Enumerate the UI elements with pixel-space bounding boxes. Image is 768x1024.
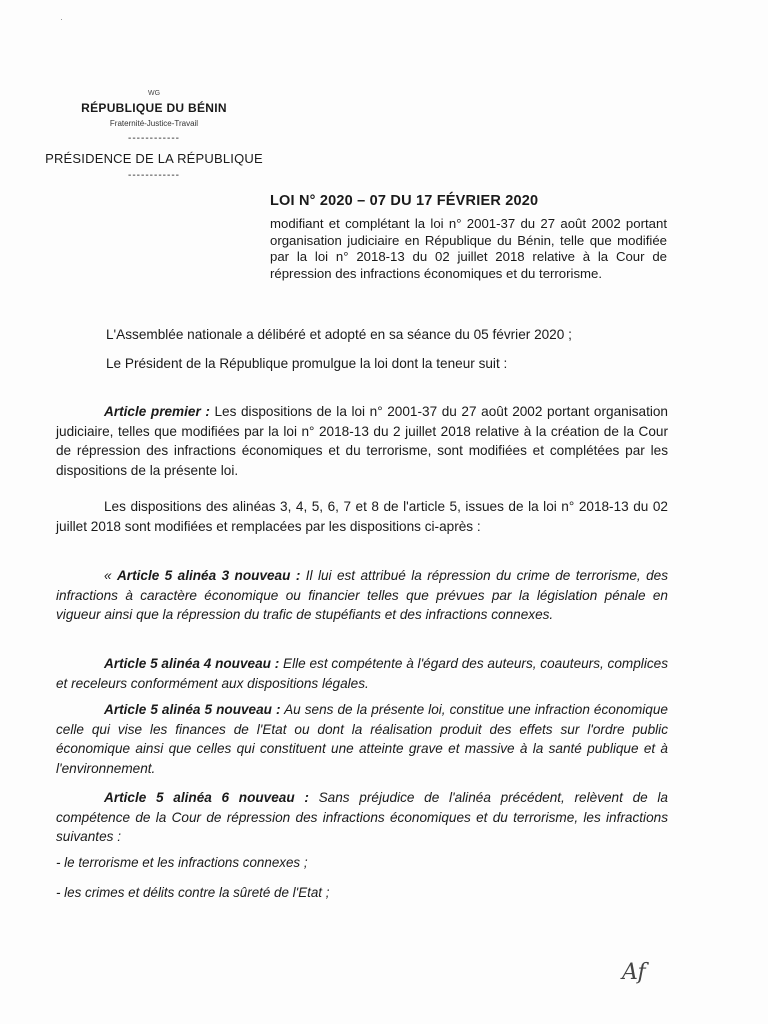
article-5-alinea-5-label: Article 5 alinéa 5 nouveau : bbox=[104, 702, 281, 717]
header-wg: WG bbox=[147, 90, 161, 97]
article-premier bbox=[56, 402, 668, 480]
list-item: - le terrorisme et les infractions connexes ; bbox=[56, 855, 308, 870]
article-5-alinea-6-text: Sans préjudice de l'alinéa précédent, relèvent de la compétence de la Cour de répression des infractions économiques et du terrorisme, les infractions suivantes : bbox=[56, 790, 668, 844]
law-title: LOI N° 2020 – 07 DU 17 FÉVRIER 2020 bbox=[270, 193, 539, 209]
header-republic: RÉPUBLIQUE DU BÉNIN bbox=[81, 101, 227, 115]
article-5-alinea-4-text: Elle est compétente à l'égard des auteurs, coauteurs, complices et receleurs conformément aux dispositions légales. bbox=[56, 656, 668, 691]
article-5-alinea-6-label: Article 5 alinéa 6 nouveau : bbox=[104, 790, 309, 805]
header-motto: Fraternité-Justice-Travail bbox=[109, 119, 199, 128]
article-5-alinea-5 bbox=[56, 700, 668, 778]
header-separator-2: ------------ bbox=[128, 170, 180, 181]
article-5-alinea-3 bbox=[56, 566, 668, 625]
header-separator-1: ------------ bbox=[128, 133, 180, 144]
article-5-alinea-3-text: Il lui est attribué la répression du crime de terrorisme, des infractions à caractère économique ou financier telles que prévues par la législation pénale en vigueur ainsi que la répression du trafic de stupéfiants et des infractions connexes. bbox=[56, 568, 669, 622]
article-premier-label: Article premier : bbox=[104, 404, 210, 419]
list-item: - les crimes et délits contre la sûreté de l'Etat ; bbox=[56, 885, 330, 900]
initials-signature: Af bbox=[622, 960, 646, 985]
article-5-alinea-3-label: Article 5 alinéa 3 nouveau : bbox=[116, 568, 301, 583]
provisions-intro: Les dispositions des alinéas 3, 4, 5, 6, 7 et 8 de l'article 5, issues de la loi n° 2018-13 du 02 juillet 2018 sont modifiées et remplacées par les dispositions ci-après : bbox=[56, 499, 668, 534]
opening-quote: « bbox=[104, 568, 117, 583]
article-premier-text: Les dispositions de la loi n° 2001-37 du 27 août 2002 portant organisation judiciaire, telles que modifiées par la loi n° 2018-13 du 2 juillet 2018 relative à la création de la Cour de répression des infractions économiques et du terrorisme, sont modifiées et complétées par les dispositions de la présente loi. bbox=[56, 404, 668, 478]
article-5-alinea-6 bbox=[56, 788, 668, 847]
preamble-assembly: L'Assemblée nationale a délibéré et adopté en sa séance du 05 février 2020 ; bbox=[106, 327, 572, 342]
scan-mark: · bbox=[60, 14, 63, 24]
preamble-president: Le Président de la République promulgue la loi dont la teneur suit : bbox=[106, 356, 508, 371]
law-subtitle: modifiant et complétant la loi n° 2001-37 du 27 août 2002 portant organisation judiciaire en République du Bénin, telle que modifiée par la loi n° 2018-13 du 02 juillet 2018 relative à la Cour de répression des infractions économiques et du terrorisme. bbox=[270, 216, 667, 281]
article-5-alinea-5-text: Au sens de la présente loi, constitue une infraction économique celle qui vise les finances de l'Etat ou dont la réalisation produit des effets sur l'ordre public économique ainsi que celles qui constituent une atteinte grave et massive à la santé publique et à l'environnement. bbox=[56, 702, 668, 776]
header-presidency: PRÉSIDENCE DE LA RÉPUBLIQUE bbox=[45, 151, 263, 166]
article-5-alinea-4 bbox=[56, 654, 668, 693]
article-5-alinea-4-label: Article 5 alinéa 4 nouveau : bbox=[104, 656, 280, 671]
